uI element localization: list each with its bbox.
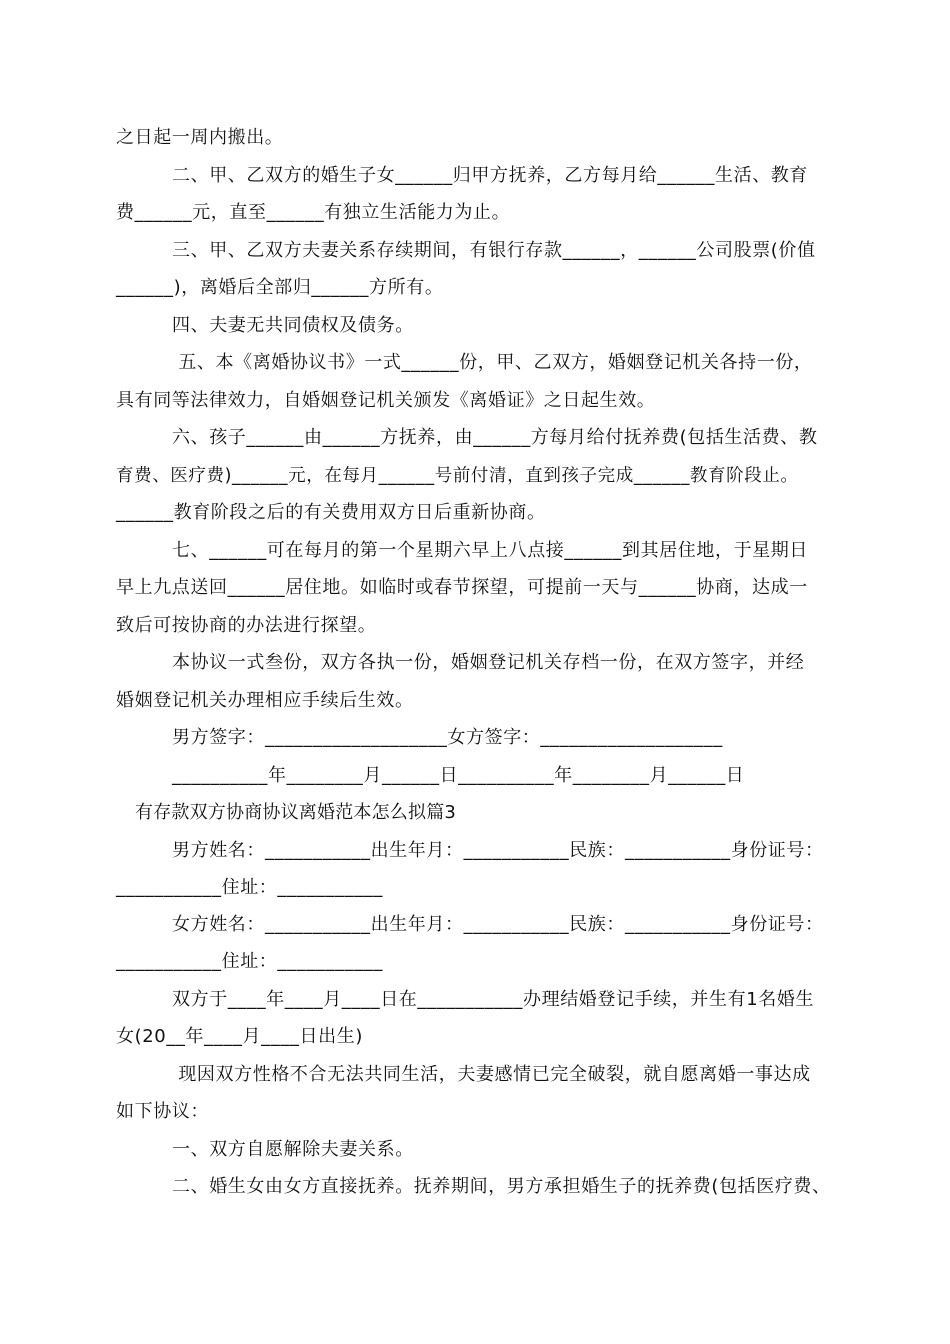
- text-line: 之日起一周内搬出。: [116, 127, 284, 148]
- text-line: ______教育阶段之后的有关费用双方日后重新协商。: [116, 502, 546, 523]
- text-line: 本协议一式叁份，双方各执一份，婚姻登记机关存档一份，在双方签字，并经: [172, 652, 805, 673]
- text-line: 婚姻登记机关办理相应手续后生效。: [116, 690, 414, 711]
- text-line: 四、夫妻无共同债权及债务。: [172, 315, 414, 336]
- text-line: 育费、医疗费)______元，在每月______号前付清，直到孩子完成______教育阶段止。: [116, 466, 799, 486]
- text-line: 双方于____年____月____日在___________办理结婚登记手续，并生有1名婚生: [172, 989, 815, 1010]
- text-line: 费______元，直至______有独立生活能力为止。: [116, 202, 511, 223]
- text-line: 如下协议：: [116, 1101, 209, 1122]
- text-line: 具有同等法律效力，自婚姻登记机关颁发《离婚证》之日起生效。: [116, 390, 656, 411]
- text-line: 五、本《离婚协议书》一式______份，甲、乙双方，婚姻登记机关各持一份，: [172, 352, 813, 373]
- text-line: 早上九点送回______居住地。如临时或春节探望，可提前一天与______协商，达成一: [116, 577, 808, 598]
- text-line: 七、______可在每月的第一个星期六早上八点接______到其居住地，于星期日: [172, 540, 808, 561]
- signature-line: 男方签字：___________________女方签字：___________________: [172, 727, 723, 748]
- text-line: 一、双方自愿解除夫妻关系。: [172, 1139, 414, 1160]
- text-line: ______)，离婚后全部归______方所有。: [116, 277, 444, 298]
- text-line: 二、甲、乙双方的婚生子女______归甲方抚养，乙方每月给______生活、教育: [172, 165, 808, 186]
- text-line: 男方姓名：___________出生年月：___________民族：___________身份证号：: [172, 840, 824, 861]
- text-line: 女方姓名：___________出生年月：___________民族：___________身份证号：: [172, 914, 824, 935]
- text-line: ___________住址：___________: [116, 877, 383, 898]
- section-heading: 有存款双方协商协议离婚范本怎么拟篇3: [135, 802, 457, 823]
- date-line: __________年________月______日__________年________月______日: [172, 765, 745, 786]
- text-line: 三、甲、乙双方夫妻关系存续期间，有银行存款______，______公司股票(价值: [172, 240, 816, 261]
- text-line: 女(20__年____月____日出生): [116, 1026, 363, 1047]
- text-line: 致后可按协商的办法进行探望。: [116, 615, 377, 636]
- text-line: 现因双方性格不合无法共同生活，夫妻感情已完全破裂，就自愿离婚一事达成: [172, 1064, 811, 1085]
- text-line: 六、孩子______由______方抚养，由______方每月给付抚养费(包括生活费、教: [172, 427, 818, 448]
- text-line: 二、婚生女由女方直接抚养。抚养期间，男方承担婚生子的抚养费(包括医疗费、: [172, 1176, 831, 1197]
- text-line: ___________住址：___________: [116, 951, 383, 972]
